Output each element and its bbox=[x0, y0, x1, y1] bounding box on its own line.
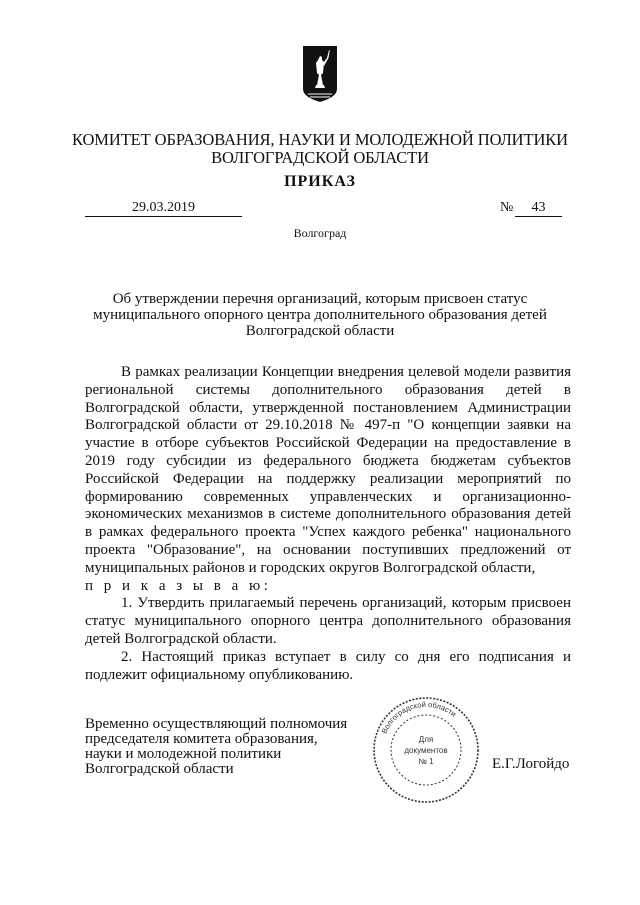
signer-line: науки и молодежной политики bbox=[85, 746, 282, 762]
signer-name: Е.Г.Логойдо bbox=[492, 756, 570, 772]
subject-line: муниципального опорного центра дополнительного образования детей bbox=[93, 307, 547, 323]
document-type: ПРИКАЗ bbox=[284, 173, 356, 190]
signer-line: Волгоградской области bbox=[85, 761, 234, 777]
order-body bbox=[85, 364, 571, 684]
order-item-2: 2. Настоящий приказ вступает в силу со дня его подписания и подлежит официальному опубликованию. bbox=[85, 648, 571, 683]
preamble-paragraph: В рамках реализации Концепции внедрения целевой модели развития региональной системы дополнительного образования детей в Волгоградской области, утвержденной постановлением Администрации Волгоградской области от 29.10.2018 № 497-п "О концепции заявки на участие в отборе субъектов Российской Федерации на предоставление в 2019 году субсидии из федерального бюджета бюджетам субъектов Российской Федерации на поддержку реализации мероприятий по формированию современных управленческих и организационно-экономических механизмов в системе дополнительного образования детей в рамках федерального проекта "Успех каждого ребенка" национального проекта "Образование", на основании поступивших предложений от муниципальных районов и городских округов Волгоградской области, bbox=[85, 364, 571, 576]
seal-center-line: документов bbox=[404, 746, 448, 755]
subject-line: Об утверждении перечня организаций, которым присвоен статус bbox=[112, 291, 528, 307]
issuing-agency bbox=[0, 131, 640, 167]
coat-of-arms-emblem bbox=[302, 45, 338, 103]
official-seal bbox=[371, 695, 481, 805]
region-name: ВОЛГОГРАДСКОЙ ОБЛАСТИ bbox=[211, 148, 429, 167]
agency-name: КОМИТЕТ ОБРАЗОВАНИЯ, НАУКИ И МОЛОДЕЖНОЙ ПОЛИТИКИ bbox=[72, 130, 568, 149]
order-date: 29.03.2019 bbox=[85, 199, 242, 217]
seal-center-line: Для bbox=[418, 735, 434, 744]
order-subject bbox=[0, 291, 640, 339]
signer-position bbox=[85, 717, 365, 777]
subject-line: Волгоградской области bbox=[245, 323, 395, 339]
order-number-label: № bbox=[500, 200, 514, 215]
signer-line: Временно осуществляющий полномочия bbox=[85, 716, 348, 732]
seal-ring-text: Волгоградской области bbox=[379, 699, 458, 736]
signer-line: председателя комитета образования, bbox=[85, 731, 318, 747]
order-item-1: 1. Утвердить прилагаемый перечень организаций, которым присвоен статус муниципального опорного центра дополнительного образования детей Волгоградской области. bbox=[85, 595, 571, 647]
order-word: п р и к а з ы в а ю: bbox=[85, 577, 272, 594]
svg-text:Волгоградской области bbox=[380, 700, 458, 735]
order-number: 43 bbox=[515, 199, 562, 217]
city: Волгоград bbox=[293, 226, 347, 240]
seal-center-line: № 1 bbox=[418, 757, 434, 766]
